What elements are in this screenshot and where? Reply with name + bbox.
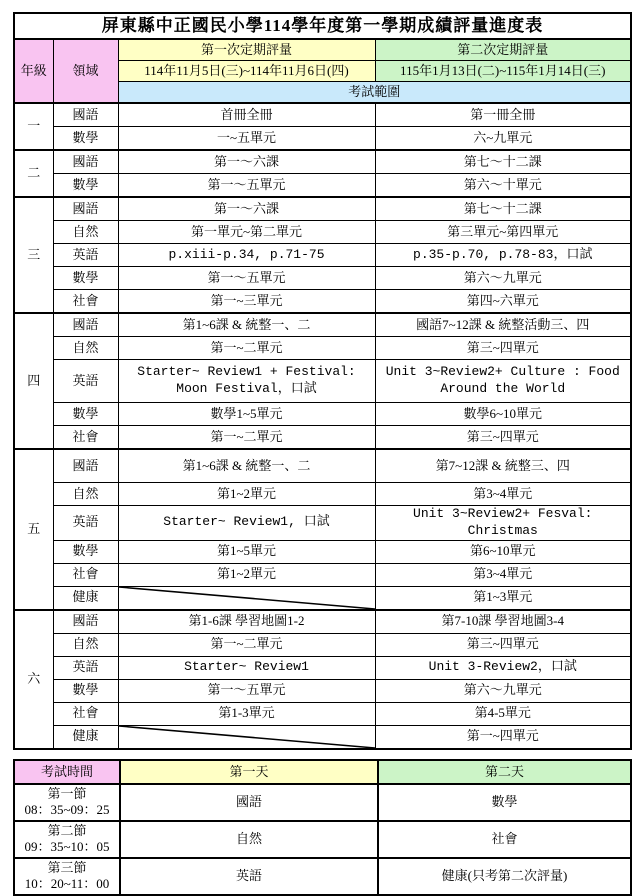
page-title: 屏東縣中正國民小學114學年度第一學期成績評量進度表: [14, 13, 631, 39]
exam2-cell: 數學6~10單元: [375, 403, 631, 426]
subject-cell: 國語: [53, 197, 118, 221]
exam2-cell: 第3~4單元: [375, 483, 631, 506]
period-cell: [14, 858, 120, 895]
day1-subject-cell: 英語: [120, 858, 378, 895]
table-row: [14, 426, 631, 450]
exam1-cell: 第1~6課 & 統整一、二: [118, 449, 375, 483]
exam1-cell: 第1-6課 學習地圖1-2: [118, 610, 375, 634]
table-row: [14, 506, 631, 541]
exam1-cell-crossed-out: [118, 586, 375, 610]
table-row: [14, 267, 631, 290]
exam1-cell-crossed-out: [118, 725, 375, 749]
exam1-cell: Starter~ Review1 + Festival: Moon Festival，口試: [118, 360, 375, 403]
period-cell: [14, 784, 120, 821]
subject-cell: 數學: [53, 174, 118, 198]
exam2-cell: Unit 3~Review2+ Fesval: Christmas: [375, 506, 631, 541]
table-row: [14, 403, 631, 426]
exam2-cell: 第4-5單元: [375, 702, 631, 725]
exam1-cell: 第一～六課: [118, 197, 375, 221]
exam2-cell: p.35-p.70, p.78-83，口試: [375, 244, 631, 267]
day1-subject-cell: 國語: [120, 784, 378, 821]
period-label: 第一節: [47, 786, 87, 802]
exam-time-header-cell: 考試時間: [14, 760, 120, 784]
exam2-cell: 第四~六單元: [375, 290, 631, 314]
table-row: [14, 656, 631, 679]
exam2-cell: 第七～十二課: [375, 197, 631, 221]
exam1-cell: 第1~6課 & 統整一、二: [118, 313, 375, 337]
table-row: [14, 821, 631, 858]
subject-cell: 社會: [53, 426, 118, 450]
subject-cell: 健康: [53, 725, 118, 749]
exam1-cell: 首冊全冊: [118, 103, 375, 127]
exam-schedule-table: [13, 759, 632, 896]
table-row: [14, 150, 631, 174]
diagonal-line: [119, 587, 375, 609]
exam1-cell: 第一～五單元: [118, 174, 375, 198]
exam1-cell: 第一～六課: [118, 150, 375, 174]
subject-cell: 自然: [53, 483, 118, 506]
progress-table: [13, 12, 632, 750]
subject-cell: 英語: [53, 656, 118, 679]
exam1-cell: 第1~2單元: [118, 563, 375, 586]
day2-subject-cell: 社會: [378, 821, 631, 858]
table-row: [14, 760, 631, 784]
exam2-dates-cell: 115年1月13日(二)~115年1月14日(三): [375, 61, 631, 82]
exam1-cell: 第1~5單元: [118, 540, 375, 563]
exam2-cell: 第六～十單元: [375, 174, 631, 198]
exam1-cell: 一~五單元: [118, 127, 375, 151]
table-row: [14, 197, 631, 221]
exam2-cell: 第1~3單元: [375, 586, 631, 610]
subject-cell: 社會: [53, 702, 118, 725]
table-row: [14, 858, 631, 895]
exam1-cell: 第一~二單元: [118, 426, 375, 450]
exam1-dates-cell: 114年11月5日(三)~114年11月6日(四): [118, 61, 375, 82]
exam2-cell: 六~九單元: [375, 127, 631, 151]
exam2-cell: 第7~12課 & 統整三、四: [375, 449, 631, 483]
subject-cell: 數學: [53, 679, 118, 702]
period-time: 10：20~11：00: [24, 876, 110, 892]
exam2-cell: 第一冊全冊: [375, 103, 631, 127]
exam1-cell: 第一～五單元: [118, 267, 375, 290]
exam1-cell: 第一~二單元: [118, 337, 375, 360]
table-row: [14, 13, 631, 39]
exam2-cell: 第三~四單元: [375, 337, 631, 360]
table-row: [14, 313, 631, 337]
subject-cell: 自然: [53, 337, 118, 360]
day2-subject-cell: 數學: [378, 784, 631, 821]
subject-cell: 社會: [53, 290, 118, 314]
table-row: [14, 540, 631, 563]
exam2-cell: Unit 3~Review2+ Culture : Food Around the World: [375, 360, 631, 403]
subject-cell: 自然: [53, 221, 118, 244]
period-cell: [14, 821, 120, 858]
exam1-cell: 第1~2單元: [118, 483, 375, 506]
exam2-cell: 第七～十二課: [375, 150, 631, 174]
exam1-cell: Starter~ Review1, 口試: [118, 506, 375, 541]
exam1-cell: 第一~三單元: [118, 290, 375, 314]
table-row: [14, 449, 631, 483]
exam2-cell: 第一~四單元: [375, 725, 631, 749]
table-row: [14, 360, 631, 403]
exam1-cell: 數學1~5單元: [118, 403, 375, 426]
subject-cell: 英語: [53, 244, 118, 267]
day2-subject-cell: 健康(只考第二次評量): [378, 858, 631, 895]
exam1-cell: 第一～五單元: [118, 679, 375, 702]
day1-subject-cell: 自然: [120, 821, 378, 858]
subject-cell: 數學: [53, 540, 118, 563]
table-row: [14, 103, 631, 127]
table-row: [14, 127, 631, 151]
table-row: [14, 725, 631, 749]
grade-cell: 四: [14, 313, 53, 449]
exam2-cell: 第三~四單元: [375, 633, 631, 656]
subject-cell: 數學: [53, 127, 118, 151]
subject-cell: 英語: [53, 360, 118, 403]
subject-cell: 社會: [53, 563, 118, 586]
table-row: [14, 337, 631, 360]
exam1-cell: Starter~ Review1: [118, 656, 375, 679]
exam2-cell: 第三~四單元: [375, 426, 631, 450]
table-row: [14, 244, 631, 267]
exam1-cell: 第一~二單元: [118, 633, 375, 656]
grade-cell: 三: [14, 197, 53, 313]
table-row: [14, 221, 631, 244]
table-row: [14, 39, 631, 61]
table-row: [14, 610, 631, 634]
grade-cell: 五: [14, 449, 53, 610]
period-label: 第三節: [47, 860, 87, 876]
exam2-cell: 第7-10課 學習地圖3-4: [375, 610, 631, 634]
subject-cell: 英語: [53, 506, 118, 541]
table-row: [14, 563, 631, 586]
grade-cell: 一: [14, 103, 53, 150]
exam2-cell: Unit 3-Review2，口試: [375, 656, 631, 679]
subject-cell: 數學: [53, 267, 118, 290]
table-row: [14, 633, 631, 656]
subject-cell: 國語: [53, 150, 118, 174]
table-row: [14, 679, 631, 702]
exam2-cell: 第六～九單元: [375, 267, 631, 290]
subject-cell: 國語: [53, 610, 118, 634]
diagonal-line: [119, 726, 375, 748]
subject-cell: 健康: [53, 586, 118, 610]
subject-cell: 自然: [53, 633, 118, 656]
domain-header-cell: 領域: [53, 39, 118, 103]
exam2-cell: 第六～九單元: [375, 679, 631, 702]
period-label: 第二節: [47, 823, 87, 839]
exam2-cell: 第6~10單元: [375, 540, 631, 563]
exam1-cell: 第1-3單元: [118, 702, 375, 725]
exam1-cell: p.xiii-p.34, p.71-75: [118, 244, 375, 267]
period-time: 09：35~10：05: [24, 839, 110, 855]
exam2-cell: 國語7~12課 & 統整活動三、四: [375, 313, 631, 337]
table-row: [14, 483, 631, 506]
table-row: [14, 174, 631, 198]
exam2-title-cell: 第二次定期評量: [375, 39, 631, 61]
table-row: [14, 784, 631, 821]
subject-cell: 國語: [53, 313, 118, 337]
grade-header-cell: 年級: [14, 39, 53, 103]
subject-cell: 國語: [53, 103, 118, 127]
day1-header-cell: 第一天: [120, 760, 378, 784]
table-row: [14, 702, 631, 725]
grade-cell: 二: [14, 150, 53, 197]
subject-cell: 國語: [53, 449, 118, 483]
period-time: 08：35~09：25: [24, 802, 110, 818]
exam1-title-cell: 第一次定期評量: [118, 39, 375, 61]
exam-scope-cell: 考試範圍: [118, 82, 631, 104]
exam1-cell: 第一單元~第二單元: [118, 221, 375, 244]
grade-cell: 六: [14, 610, 53, 749]
exam2-cell: 第三單元~第四單元: [375, 221, 631, 244]
day2-header-cell: 第二天: [378, 760, 631, 784]
table-row: [14, 290, 631, 314]
table-row: [14, 586, 631, 610]
exam2-cell: 第3~4單元: [375, 563, 631, 586]
subject-cell: 數學: [53, 403, 118, 426]
